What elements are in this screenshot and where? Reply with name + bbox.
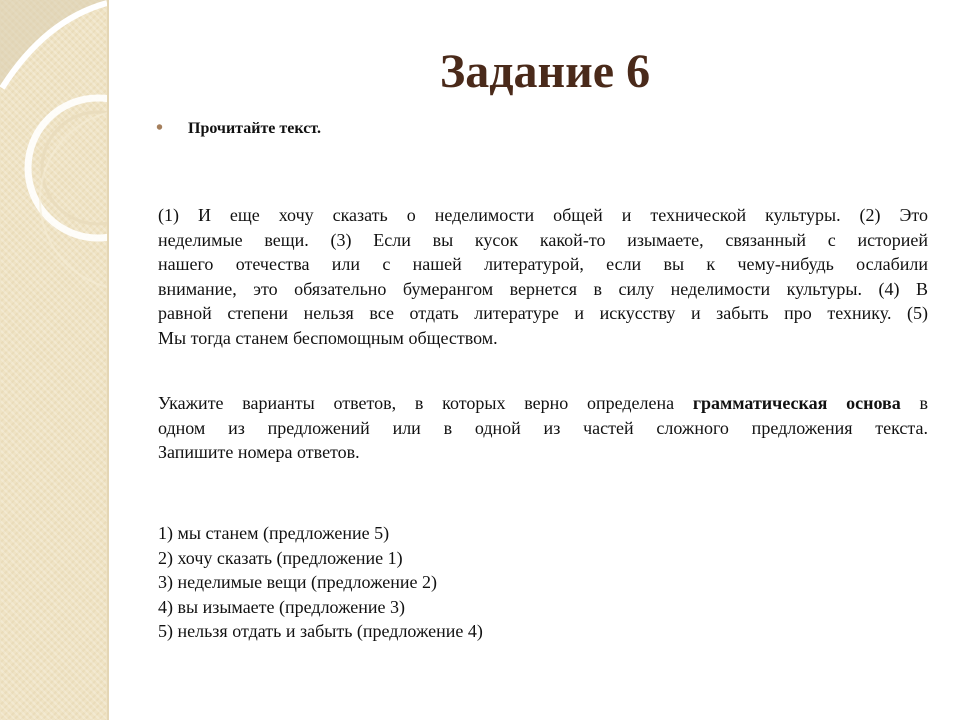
- text-line: неделимые вещи. (3) Если вы кусок какой-то изымаете, связанный с историей: [158, 229, 928, 250]
- question-line: одном из предложений или в одной из частей сложного предложения текста.: [158, 417, 928, 438]
- question-line: Запишите номера ответов.: [158, 442, 360, 462]
- answer-option: 1) мы станем (предложение 5): [158, 523, 390, 543]
- text-line: равной степени нельзя все отдать литературе и искусству и забыть про технику. (5): [158, 303, 928, 323]
- bullet-text: Прочитайте текст.: [188, 120, 321, 137]
- text-line: (1) И еще хочу сказать о неделимости общей и технической культуры. (2) Это: [158, 205, 928, 225]
- text-line: нашего отечества или с нашей литературой, если вы к чему-нибудь ослабили: [158, 254, 928, 274]
- answer-option: 3) неделимые вещи (предложение 2): [158, 572, 437, 592]
- text-line: Мы тогда станем беспомощным обществом.: [158, 327, 498, 348]
- decorative-side-band: [0, 0, 107, 720]
- question-part: Укажите варианты ответов, в которых верно определена: [158, 393, 693, 413]
- answer-option: 5) нельзя отдать и забыть (предложение 4): [158, 621, 483, 641]
- decorative-circles: [0, 0, 107, 720]
- bullet-dot-icon: •: [156, 117, 164, 139]
- slide-title: Задание 6: [439, 45, 651, 98]
- side-band-edge: [107, 0, 109, 720]
- answer-option: 4) вы изымаете (предложение 3): [158, 596, 406, 617]
- answer-option: 2) хочу сказать (предложение 1): [158, 547, 403, 568]
- question-text: [158, 391, 928, 465]
- question-line: [158, 391, 928, 416]
- question-bold-term: грамматическая основа: [692, 393, 901, 413]
- answer-options: [158, 521, 483, 644]
- question-part: в: [900, 393, 928, 413]
- reading-text: [158, 203, 928, 350]
- text-line: внимание, это обязательно бумерангом вернется в силу неделимости культуры. (4) В: [158, 278, 928, 299]
